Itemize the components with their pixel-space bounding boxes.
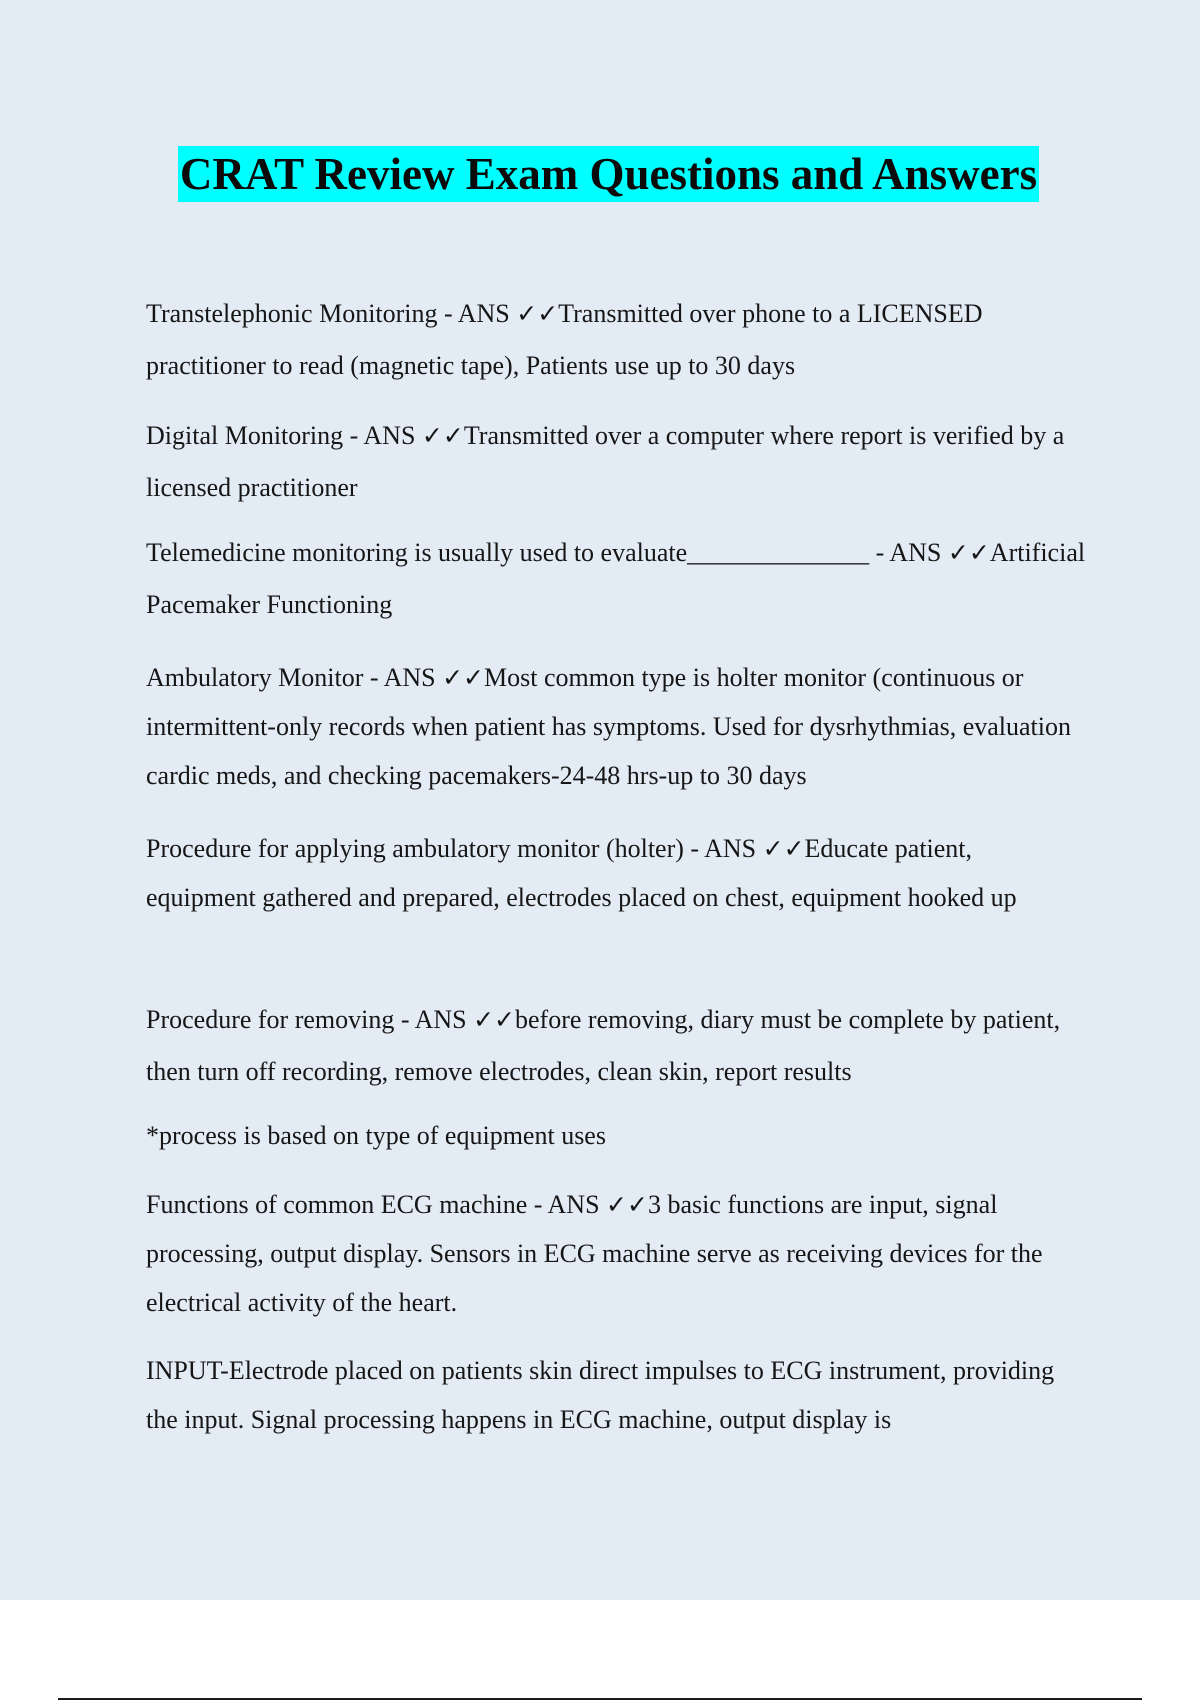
qa-entry-2 <box>146 410 1086 514</box>
qa-entry-7 <box>146 1180 1086 1327</box>
double-check-icon: ✓✓ <box>762 834 805 863</box>
double-check-icon: ✓✓ <box>606 1190 648 1219</box>
answer-text: 3 basic functions are input, signal processing, output display. Sensors in ECG machine serve as receiving devices for the electrical activity of the heart. <box>146 1190 1043 1317</box>
title-container <box>0 146 1200 202</box>
question-text: Functions of common ECG machine - <box>146 1190 548 1219</box>
answer-text: Artificial Pacemaker Functioning <box>146 538 1086 619</box>
ans-label: ANS <box>704 834 757 863</box>
qa-entry-1 <box>146 288 1086 392</box>
note-text <box>146 1110 1086 1162</box>
question-text: Digital Monitoring - <box>146 421 364 450</box>
answer-text: before removing, diary must be complete by patient, then turn off recording, remove electrodes, clean skin, report results <box>146 1005 1061 1086</box>
continuation-text: INPUT-Electrode placed on patients skin direct impulses to ECG instrument, providing the input. Signal processing happens in ECG machine, output display is <box>146 1356 1055 1434</box>
note-content: *process is based on type of equipment uses <box>146 1121 606 1150</box>
ans-label: ANS <box>383 663 436 692</box>
question-text: Telemedicine monitoring is usually used to evaluate______________ - <box>146 538 890 567</box>
answer-text: Educate patient, equipment gathered and prepared, electrodes placed on chest, equipment hooked up <box>146 834 1017 912</box>
answer-text: Transmitted over a computer where report is verified by a licensed practitioner <box>146 421 1065 502</box>
qa-entry-5 <box>146 824 1086 922</box>
continuation-paragraph <box>146 1346 1086 1444</box>
ans-label: ANS <box>457 299 510 328</box>
double-check-icon: ✓✓ <box>442 663 485 692</box>
question-text: Transtelephonic Monitoring - <box>146 299 458 328</box>
question-text: Procedure for applying ambulatory monitor (holter) - <box>146 834 705 863</box>
question-text: Procedure for removing - <box>146 1005 415 1034</box>
double-check-icon: ✓✓ <box>947 538 990 567</box>
qa-entry-3 <box>146 527 1086 631</box>
ans-label: ANS <box>363 421 416 450</box>
double-check-icon: ✓✓ <box>421 421 464 450</box>
ans-label: ANS <box>547 1190 600 1219</box>
qa-entry-4 <box>146 653 1086 800</box>
document-title: CRAT Review Exam Questions and Answers <box>178 146 1039 202</box>
question-text: Ambulatory Monitor - <box>146 663 384 692</box>
answer-text: Transmitted over phone to a LICENSED practitioner to read (magnetic tape), Patients use up to 30 days <box>146 299 983 380</box>
answer-text: Most common type is holter monitor (continuous or intermittent-only records when patient has symptoms. Used for dysrhythmias, evaluation cardic meds, and checking pacemakers-24-48 hrs-up to 30 days <box>146 663 1071 790</box>
double-check-icon: ✓✓ <box>473 1005 516 1034</box>
ans-label: ANS <box>414 1005 467 1034</box>
double-check-icon: ✓✓ <box>516 299 559 328</box>
ans-label: ANS <box>889 538 942 567</box>
qa-entry-6 <box>146 994 1086 1098</box>
